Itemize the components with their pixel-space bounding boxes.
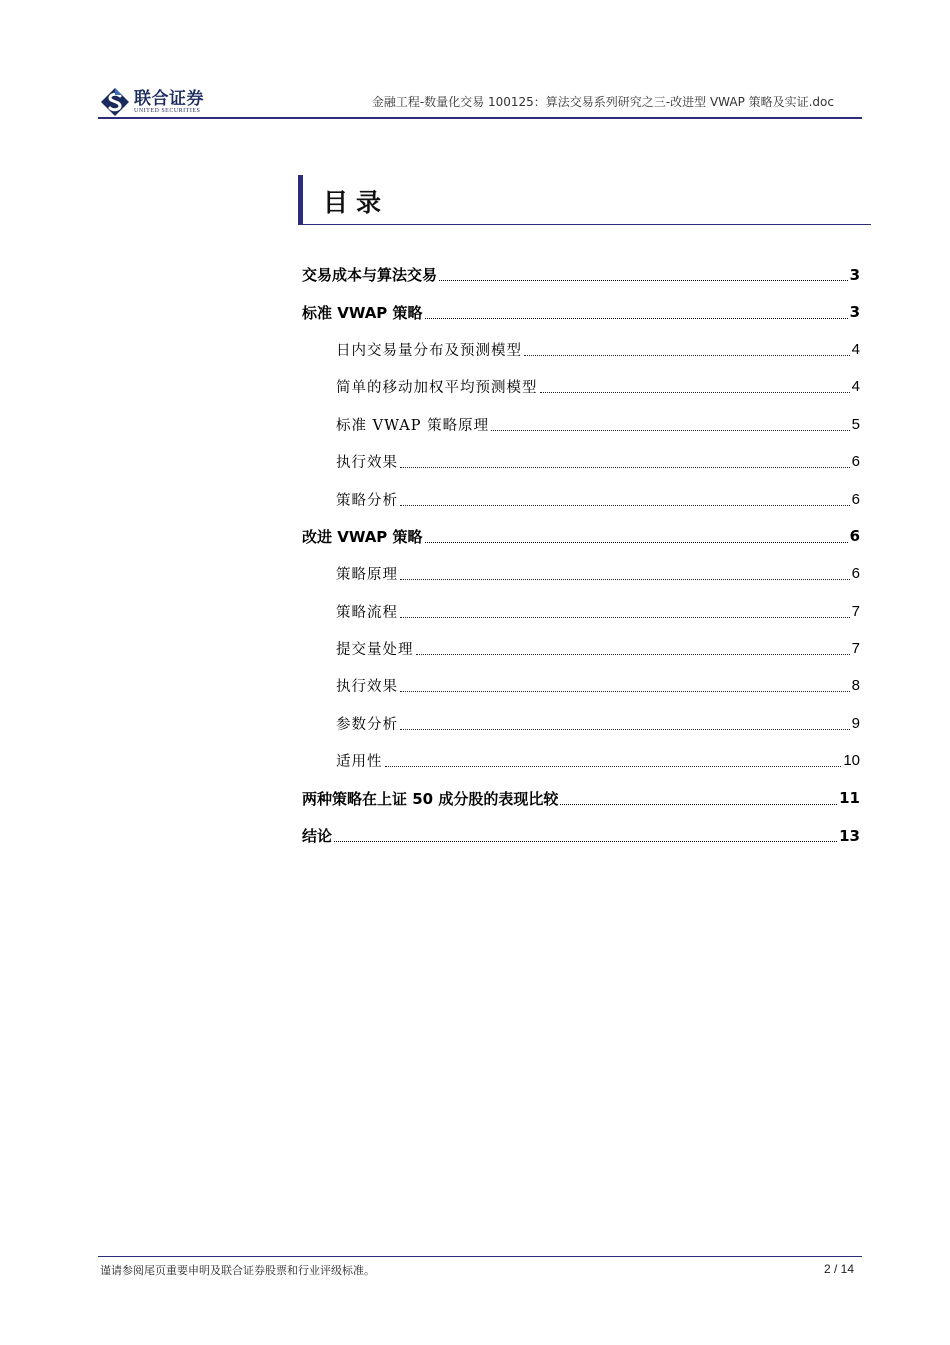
heading-underline	[298, 224, 871, 225]
company-logo	[100, 86, 204, 118]
toc-entry-label: 改进 VWAP 策略	[302, 527, 423, 546]
toc-entry-page: 3	[849, 265, 860, 284]
toc-entry[interactable]	[302, 331, 860, 368]
toc-leader-dots	[400, 607, 850, 618]
toc-leader-dots	[400, 495, 850, 506]
toc-leader-dots	[425, 532, 848, 543]
toc-entry[interactable]	[302, 443, 860, 480]
toc-entry-label: 提交量处理	[336, 642, 414, 659]
toc-leader-dots	[540, 382, 850, 393]
toc-entry[interactable]	[302, 256, 860, 293]
toc-entry-page: 6	[851, 453, 860, 471]
footer-divider	[98, 1256, 862, 1257]
toc-entry[interactable]	[302, 555, 860, 592]
toc-entry[interactable]	[302, 368, 860, 405]
toc-leader-dots	[400, 719, 850, 730]
toc-entry-label: 标准 VWAP 策略	[302, 303, 423, 322]
toc-entry[interactable]	[302, 518, 860, 555]
disclaimer-note: 谨请参阅尾页重要申明及联合证券股票和行业评级标准。	[100, 1264, 375, 1277]
toc-entry-label: 交易成本与算法交易	[302, 266, 438, 285]
toc-leader-dots	[334, 831, 837, 842]
toc-entry-page: 6	[851, 490, 860, 508]
toc-entry[interactable]	[302, 779, 860, 816]
toc-entry-label: 策略流程	[336, 604, 398, 621]
toc-entry-page: 6	[851, 565, 860, 583]
toc-entry-label: 日内交易量分布及预测模型	[336, 342, 522, 359]
toc-entry-page: 8	[851, 677, 860, 695]
toc-entry-page: 5	[851, 415, 860, 433]
toc-entry-label: 策略分析	[336, 492, 398, 509]
toc-entry-page: 10	[843, 752, 860, 770]
toc-leader-dots	[416, 644, 850, 655]
toc-entry[interactable]	[302, 406, 860, 443]
toc-entry[interactable]	[302, 817, 860, 854]
toc-leader-dots	[400, 457, 850, 468]
toc-entry-page: 11	[839, 789, 860, 808]
toc-entry-label: 结论	[302, 827, 333, 846]
toc-entry-page: 4	[851, 378, 860, 396]
toc-leader-dots	[524, 345, 850, 356]
table-of-contents	[302, 256, 860, 854]
document-title: 金融工程-数量化交易 100125：算法交易系列研究之三-改进型 VWAP 策略及实证.doc	[371, 95, 834, 109]
logo-chinese-text: 联合证券	[134, 88, 204, 109]
toc-entry-label: 执行效果	[336, 455, 398, 472]
toc-leader-dots	[439, 270, 848, 281]
page-number: 2 / 14	[823, 1262, 854, 1276]
united-securities-logo-icon	[100, 87, 130, 117]
toc-entry-label: 两种策略在上证 50 成分股的表现比较	[302, 789, 559, 808]
toc-leader-dots	[400, 681, 850, 692]
toc-entry-label: 执行效果	[336, 679, 398, 696]
toc-entry-page: 7	[851, 640, 860, 658]
toc-leader-dots	[491, 420, 850, 431]
heading-accent-bar	[298, 175, 303, 224]
toc-leader-dots	[425, 308, 848, 319]
toc-entry[interactable]	[302, 293, 860, 330]
toc-leader-dots	[400, 569, 850, 580]
toc-entry-label: 适用性	[336, 754, 383, 771]
page-header	[98, 82, 862, 120]
toc-entry[interactable]	[302, 742, 860, 779]
toc-leader-dots	[560, 794, 837, 805]
toc-entry-page: 9	[851, 714, 860, 732]
toc-entry[interactable]	[302, 705, 860, 742]
toc-entry-page: 3	[849, 303, 860, 322]
toc-entry[interactable]	[302, 630, 860, 667]
toc-heading	[298, 175, 871, 225]
toc-entry-page: 6	[849, 527, 860, 546]
toc-entry-label: 简单的移动加权平均预测模型	[336, 380, 538, 397]
toc-entry-page: 13	[839, 826, 860, 845]
header-divider	[98, 117, 862, 119]
toc-leader-dots	[385, 756, 842, 767]
logo-english-text: UNITED SECURITIES	[134, 107, 201, 114]
toc-entry-label: 参数分析	[336, 716, 398, 733]
toc-entry-page: 4	[851, 340, 860, 358]
toc-entry[interactable]	[302, 480, 860, 517]
toc-entry[interactable]	[302, 667, 860, 704]
toc-entry[interactable]	[302, 593, 860, 630]
toc-entry-label: 策略原理	[336, 567, 398, 584]
toc-entry-page: 7	[851, 602, 860, 620]
toc-title: 目录	[323, 188, 390, 217]
toc-entry-label: 标准 VWAP 策略原理	[336, 417, 490, 434]
